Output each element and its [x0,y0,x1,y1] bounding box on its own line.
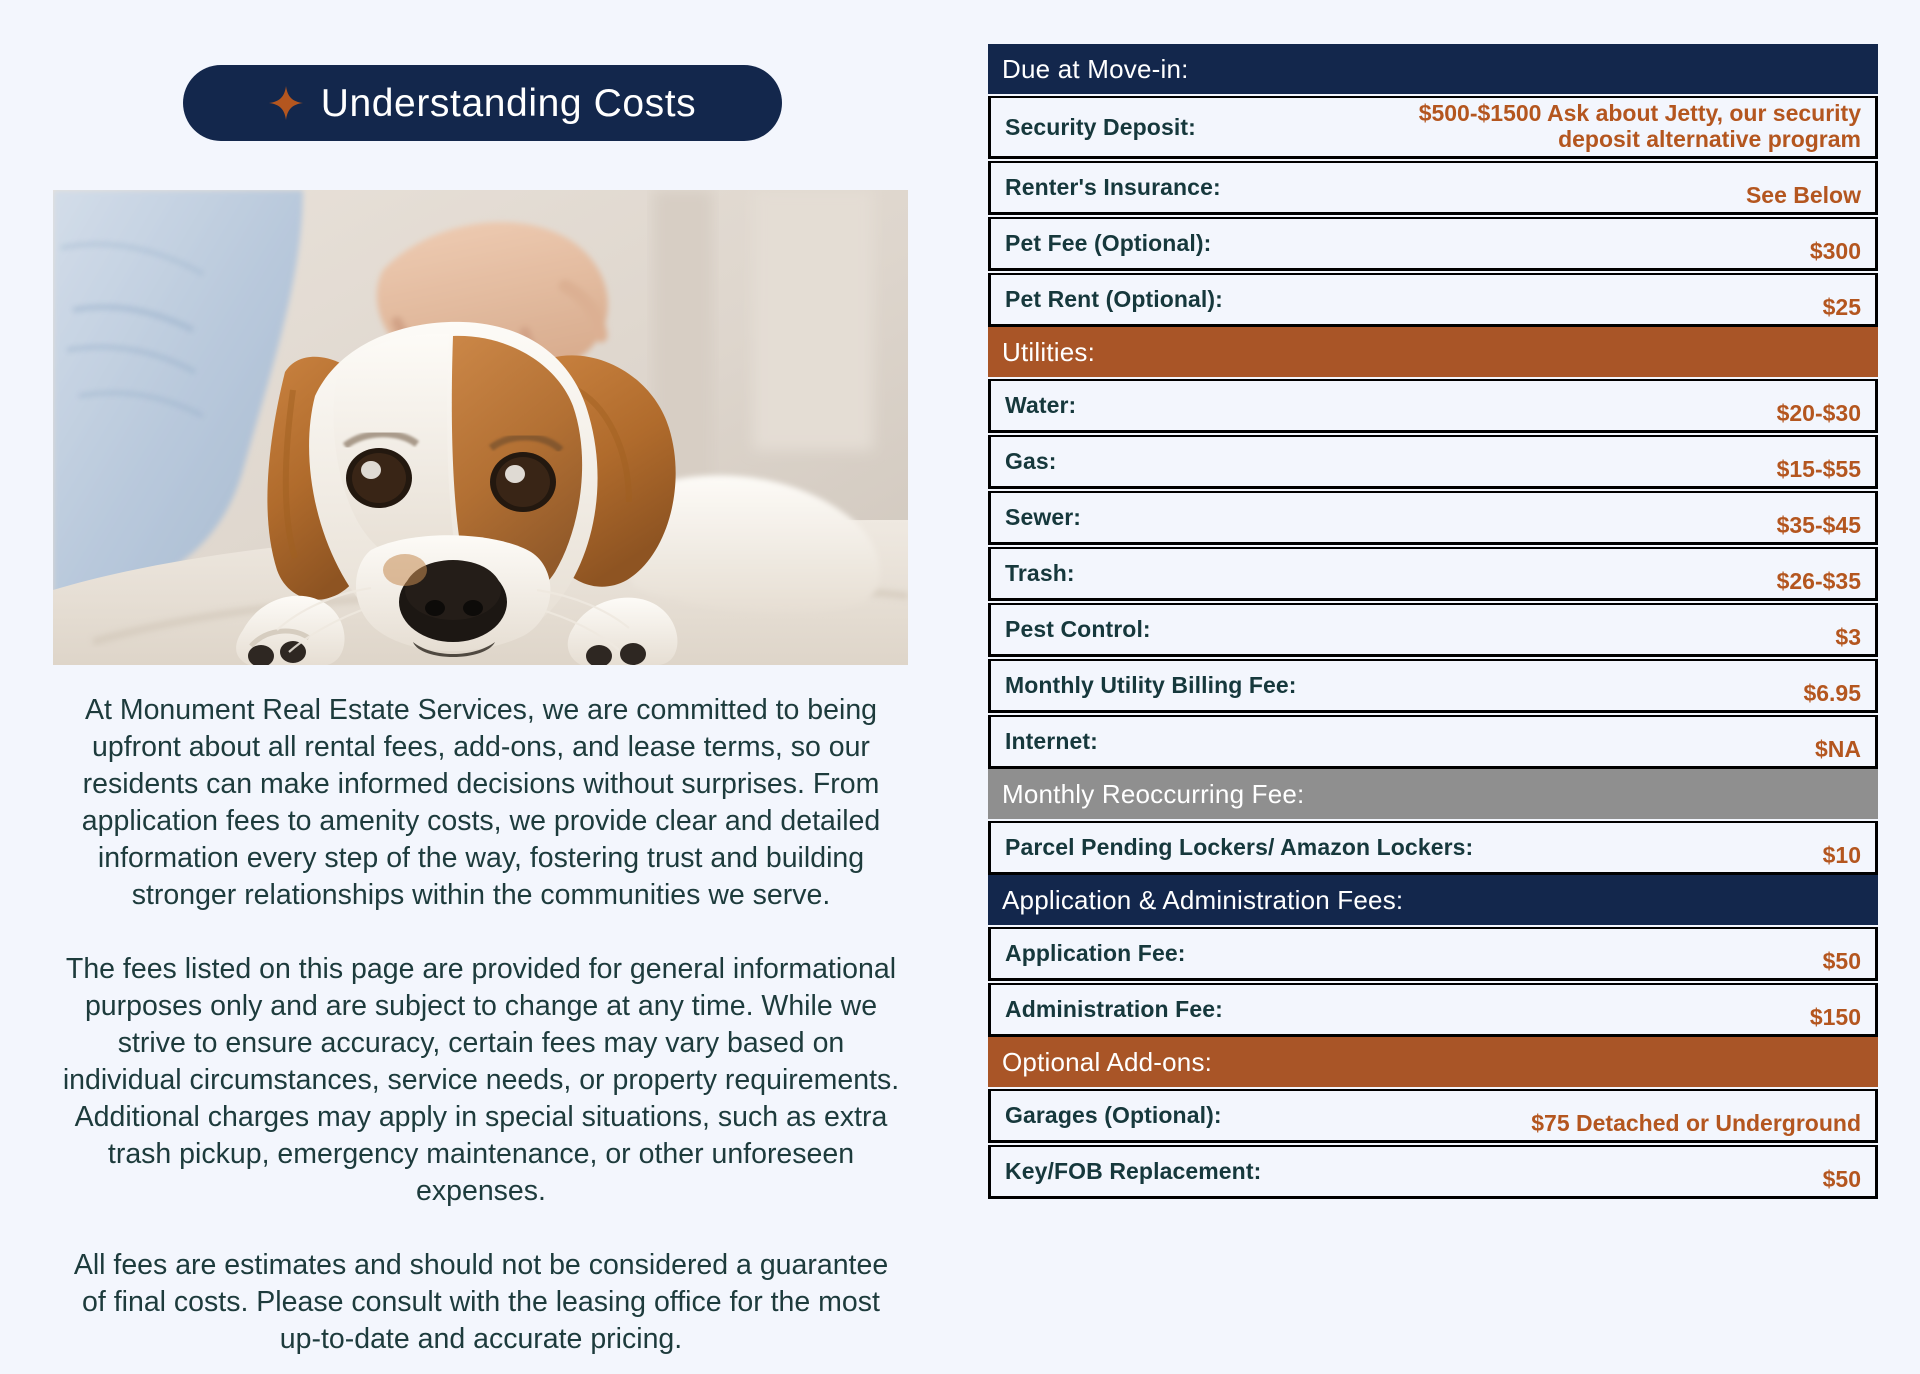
fee-value: $300 [1809,238,1861,264]
fee-table [988,44,1878,1199]
body-paragraph-3: All fees are estimates and should not be considered a guarantee of final costs. Please consult with the leasing office for the most up-to-date and accurate pricing. [73,1249,889,1355]
fee-section-heading: Due at Move-in: [988,44,1878,94]
fee-label: Application Fee: [1005,940,1186,966]
fee-row [988,821,1878,875]
sparkle-icon [269,86,303,120]
fee-row [988,983,1878,1037]
fee-value: $25 [1822,294,1861,320]
fee-label: Pest Control: [1005,616,1151,642]
fee-row [988,161,1878,215]
fee-section-heading: Optional Add-ons: [988,1037,1878,1087]
fee-row [988,547,1878,601]
fee-row [988,1145,1878,1199]
fee-value: $6.95 [1803,680,1861,706]
page-title: Understanding Costs [320,81,697,125]
fee-row [988,491,1878,545]
fee-label: Monthly Utility Billing Fee: [1005,672,1297,698]
fee-value: $15-$55 [1776,456,1861,482]
intro-body-copy [58,692,904,1358]
fee-row [988,659,1878,713]
fee-row [988,273,1878,327]
fee-row [988,603,1878,657]
fee-row [988,715,1878,769]
fee-value: $50 [1822,948,1861,974]
fee-value: $10 [1822,842,1861,868]
fee-label: Key/FOB Replacement: [1005,1158,1262,1184]
fee-value: $75 Detached or Underground [1531,1110,1861,1136]
fee-value: $500-$1500 Ask about Jetty, our security deposit alternative program [1418,100,1861,152]
fee-value: $20-$30 [1776,400,1861,426]
body-paragraph-1: At Monument Real Estate Services, we are committed to being upfront about all rental fees, add-ons, and lease terms, so our residents can make informed decisions without surprises. From application fees to amenity costs, we provide clear and detailed information every step of the way, fostering trust and building stronger relationships within the communities we serve. [81,694,881,911]
fee-label: Gas: [1005,448,1057,474]
fee-row [988,217,1878,271]
fee-value: $50 [1822,1166,1861,1192]
fee-row [988,1089,1878,1143]
fee-section-heading: Application & Administration Fees: [988,875,1878,925]
fee-row [988,96,1878,159]
fee-label: Parcel Pending Lockers/ Amazon Lockers: [1005,834,1474,860]
fee-label: Garages (Optional): [1005,1102,1222,1128]
fee-label: Renter's Insurance: [1005,174,1221,200]
fee-label: Pet Rent (Optional): [1005,286,1223,312]
fee-label: Trash: [1005,560,1075,586]
fee-label: Water: [1005,392,1077,418]
fee-label: Sewer: [1005,504,1082,530]
body-paragraph-2: The fees listed on this page are provided for general informational purposes only and are subject to change at any time. While we strive to ensure accuracy, certain fees may vary based on individual circumstances, service needs, or property requirements. Additional charges may apply in special situations, such as extra trash pickup, emergency maintenance, or other unforeseen expenses. [62,953,900,1207]
fee-label: Internet: [1005,728,1098,754]
fee-label: Administration Fee: [1005,996,1223,1022]
fee-value: $26-$35 [1776,568,1861,594]
dog-photo-illustration [53,190,908,665]
fee-section-heading: Monthly Reoccurring Fee: [988,769,1878,819]
fee-label: Pet Fee (Optional): [1005,230,1212,256]
fee-value: See Below [1745,182,1861,208]
fee-section-heading: Utilities: [988,327,1878,377]
fee-label: Security Deposit: [1005,113,1196,140]
fee-value: $150 [1809,1004,1861,1030]
fee-row [988,927,1878,981]
fee-value: $3 [1835,624,1861,650]
page-title-pill [183,65,782,141]
fee-row [988,435,1878,489]
fee-value: $35-$45 [1776,512,1861,538]
hero-photo [53,190,908,665]
fee-value: $NA [1814,736,1861,762]
fee-row [988,379,1878,433]
